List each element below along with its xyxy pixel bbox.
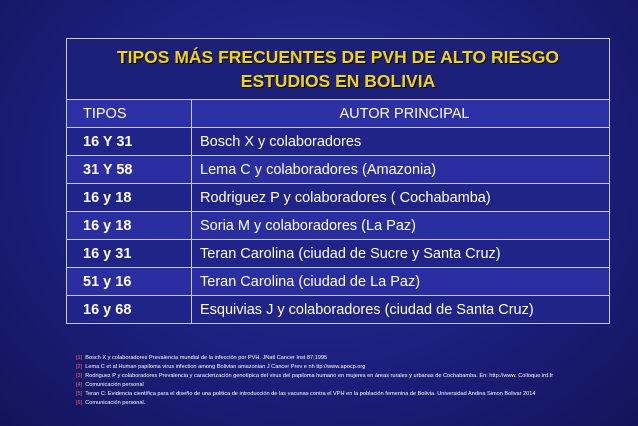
autor-cell: Teran Carolina (ciudad de Sucre y Santa Cruz) — [192, 240, 610, 268]
table-title — [67, 39, 610, 100]
header-tipos: TIPOS — [67, 100, 192, 128]
reference-item — [76, 372, 616, 381]
table-row — [67, 268, 610, 296]
reference-link[interactable]: [5] — [76, 391, 83, 397]
tipo-cell: 16 y 68 — [67, 296, 192, 324]
table-row — [67, 156, 610, 184]
title-line-1: TIPOS MÁS FRECUENTES DE PVH DE ALTO RIESGO — [116, 47, 560, 67]
references — [76, 354, 616, 408]
tipo-cell: 16 y 31 — [67, 240, 192, 268]
reference-link[interactable]: [6] — [76, 400, 83, 406]
tipo-cell: 16 y 18 — [67, 212, 192, 240]
reference-item — [76, 399, 616, 408]
autor-cell: Soria M y colaboradores (La Paz) — [192, 212, 610, 240]
reference-text: Lema C et al Human papiloma virus infection among Bolivian amazonian J Cancer Prev e nh ttp://www.apocp.org — [85, 364, 366, 370]
tipo-cell: 31 Y 58 — [67, 156, 192, 184]
reference-text: Teran C: Evidencia científica para el diseño de una politica de introducción de las vacunas contra el VPH en la población femenina de Bolivia. Universidad Andina Simon Bolivar 2014 — [85, 391, 536, 397]
autor-cell: Rodriguez P y colaboradores ( Cochabamba) — [192, 184, 610, 212]
tipo-cell: 16 y 18 — [67, 184, 192, 212]
reference-item — [76, 363, 616, 372]
header-autor: AUTOR PRINCIPAL — [192, 100, 610, 128]
reference-link[interactable]: [3] — [76, 373, 83, 379]
autor-cell: Lema C y colaboradores (Amazonia) — [192, 156, 610, 184]
table-row — [67, 240, 610, 268]
reference-link[interactable]: [1] — [76, 355, 83, 361]
autor-cell: Esquivias J y colaboradores (ciudad de Santa Cruz) — [192, 296, 610, 324]
table-row — [67, 128, 610, 156]
table-row — [67, 296, 610, 324]
reference-text: Bosch X y colaboradores Prevalencia mundial de la infección por PVH. JNatl Cancer Inst 87;1995 — [85, 355, 328, 361]
autor-cell: Teran Carolina (ciudad de La Paz) — [192, 268, 610, 296]
hpv-types-table — [66, 38, 610, 324]
reference-text: Rodriguez P y colaboradores Prevalencia y caracterización genotípica del virus del papiloma humano en mujeres en áreas rurales y urbanas de Cochabamba. En: http://www. Colloque.ird.fr — [85, 373, 554, 379]
tipo-cell: 16 Y 31 — [67, 128, 192, 156]
header-row — [67, 100, 610, 128]
reference-link[interactable]: [2] — [76, 364, 83, 370]
reference-link[interactable]: [4] — [76, 382, 83, 388]
reference-item — [76, 381, 616, 390]
reference-item — [76, 354, 616, 363]
autor-cell: Bosch X y colaboradores — [192, 128, 610, 156]
title-line-2: ESTUDIOS EN BOLIVIA — [240, 71, 436, 91]
table-row — [67, 184, 610, 212]
table-row — [67, 212, 610, 240]
reference-text: Comunicación personal. — [85, 400, 146, 406]
reference-item — [76, 390, 616, 399]
reference-text: Comunicación personal — [85, 382, 144, 388]
tipo-cell: 51 y 16 — [67, 268, 192, 296]
